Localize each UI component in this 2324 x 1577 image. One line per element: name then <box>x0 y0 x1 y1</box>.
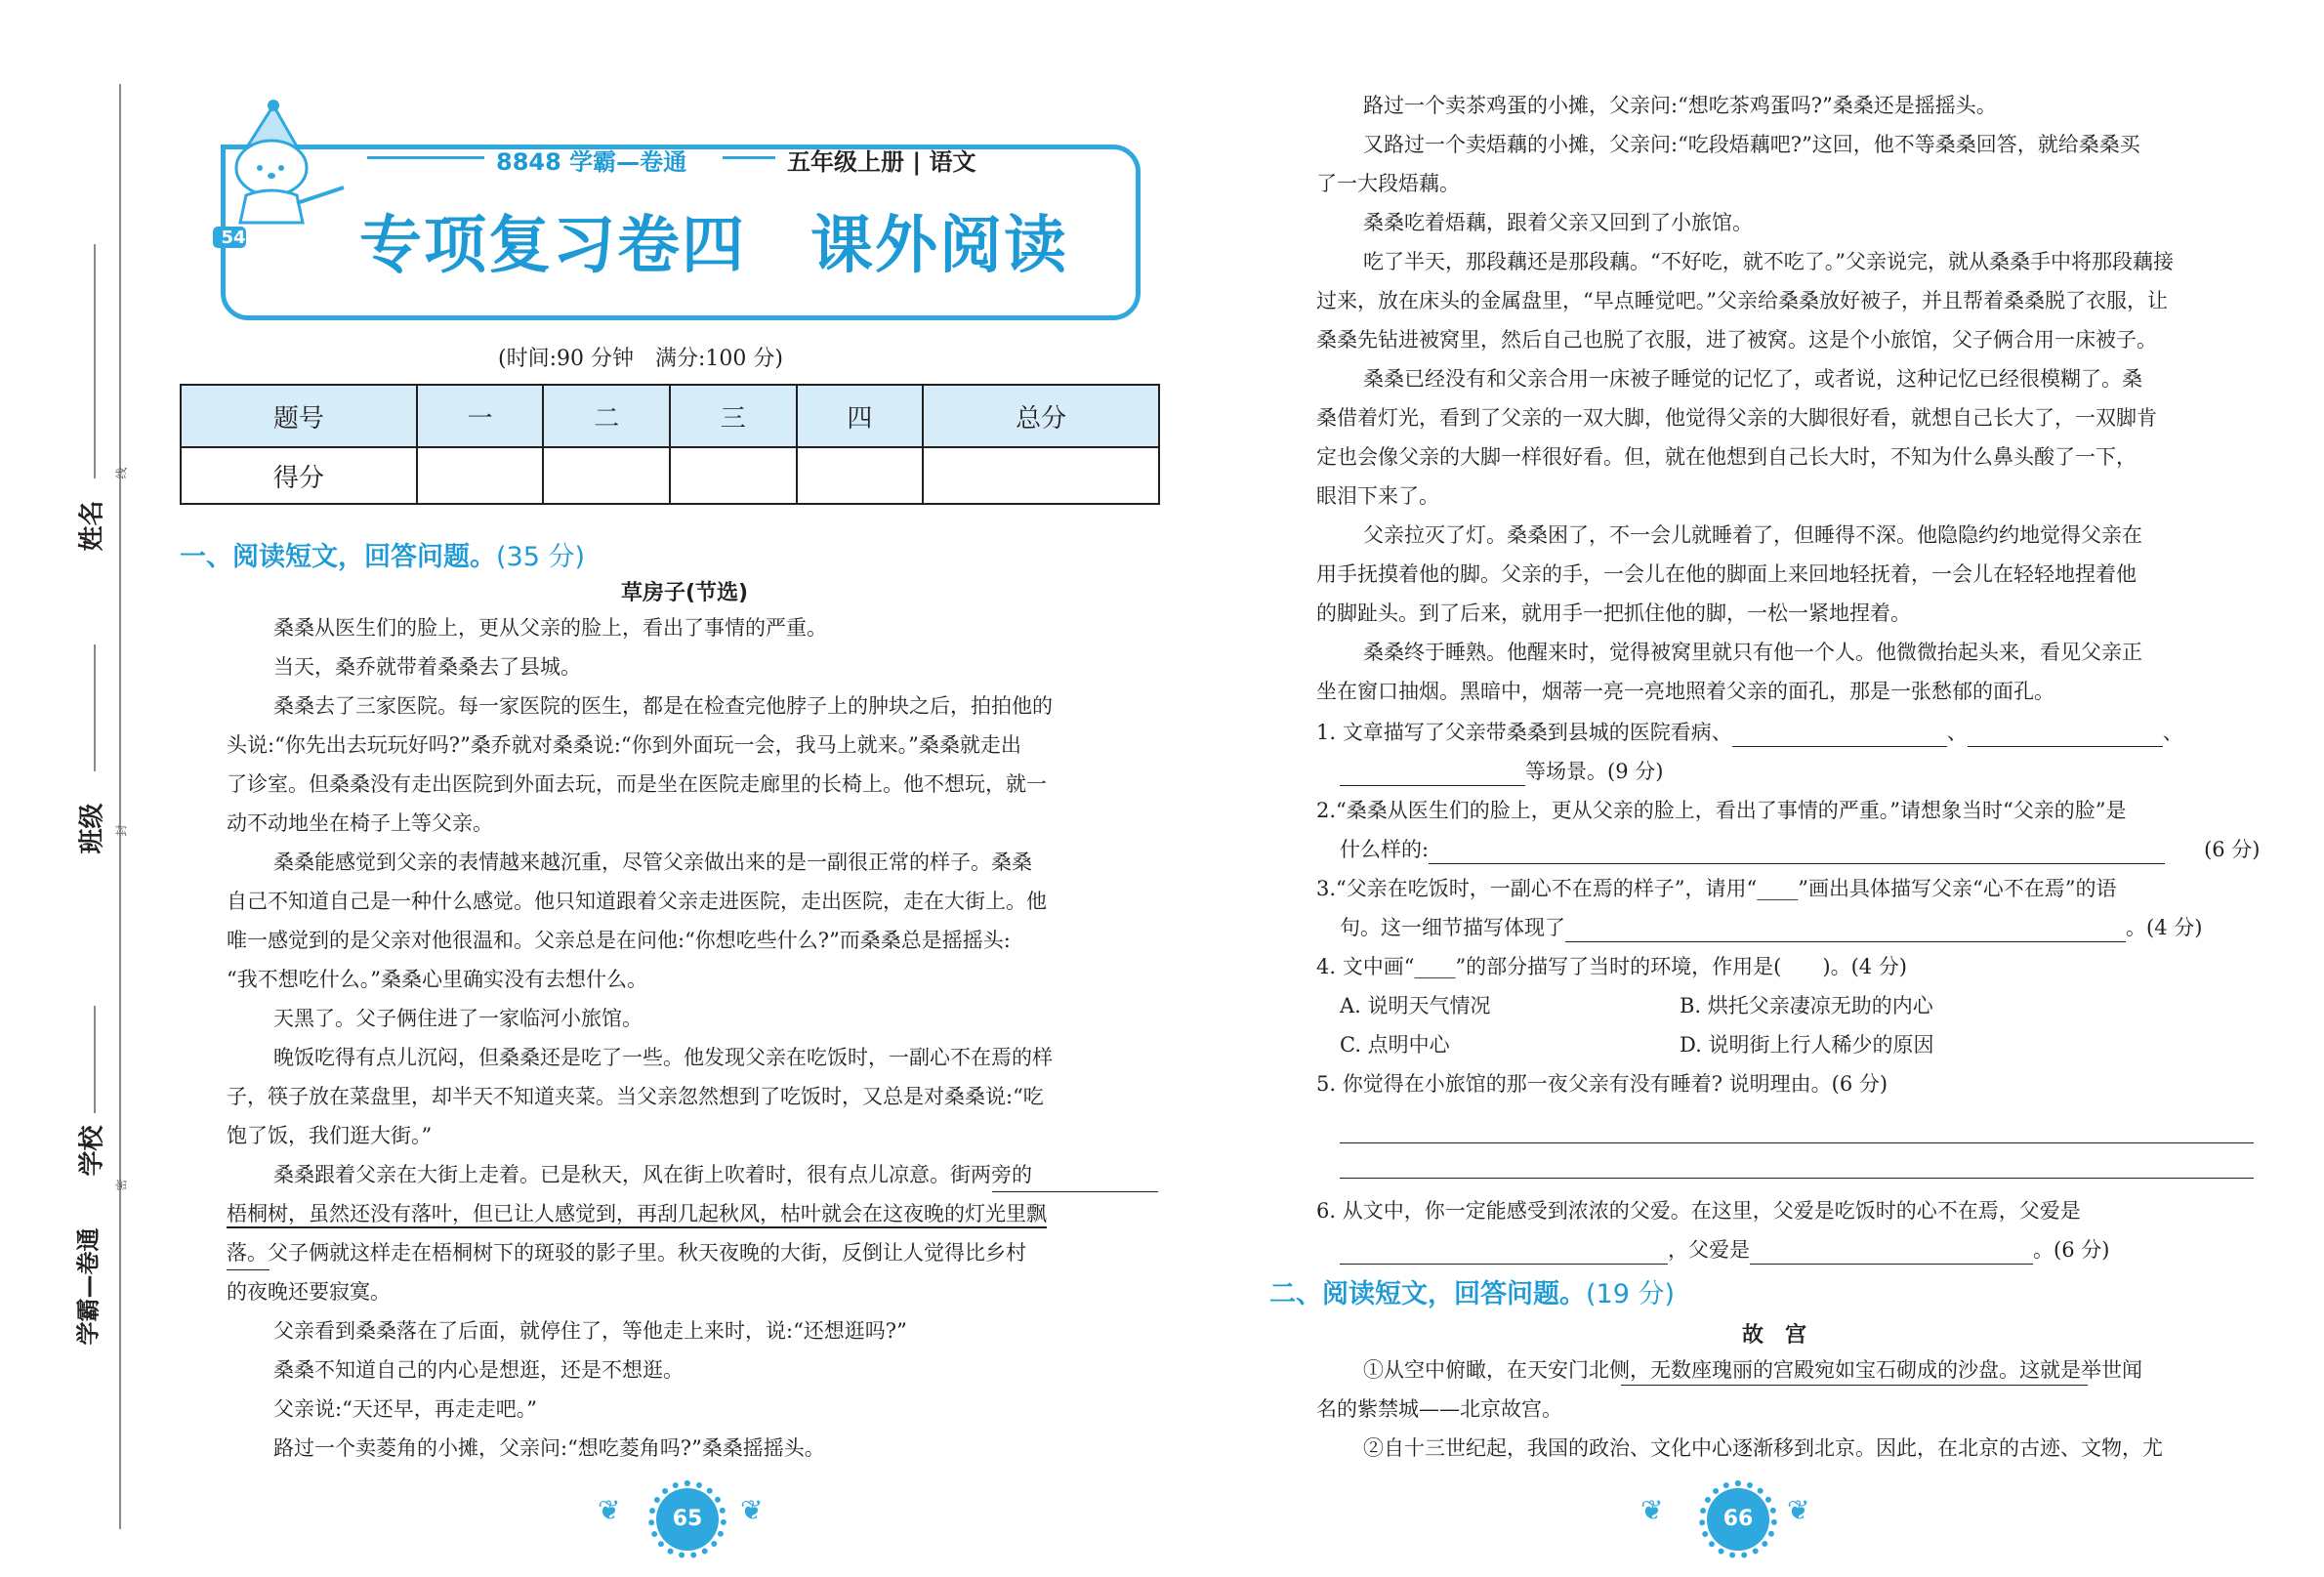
brand-line-right <box>723 156 775 159</box>
section2-heading <box>1269 1272 1675 1310</box>
class-label: 班级 <box>77 803 107 854</box>
brand-label: 学霸—卷通 <box>74 1227 103 1346</box>
score-cell[interactable] <box>417 447 544 504</box>
q1-blank-3[interactable] <box>1340 764 1525 786</box>
passage-line: 坐在窗口抽烟。黑暗中，烟蒂一亮一亮地照着父亲的面孔，那是一张愁郁的面孔。 <box>1316 680 2054 703</box>
passage-title: 草房子(节选) <box>621 581 749 605</box>
passage-line: 落。父子俩就这样走在梧桐树下的斑驳的影子里。秋天夜晚的大街，反倒让人觉得比乡村 <box>227 1241 1026 1265</box>
environment-underline-3 <box>227 1269 270 1270</box>
passage-line-underlined: 梧桐树，虽然还没有落叶，但已让人感觉到，再刮几起秋风，枯叶就会在这夜晚的灯光里飘 <box>227 1202 1047 1225</box>
q5-answer-line-2[interactable] <box>1340 1178 2254 1179</box>
question-2-cont <box>1340 835 2261 864</box>
score-header-cell: 总分 <box>923 385 1159 447</box>
passage-line: 定也会像父亲的大脚一样很好看。但，就在他想到自己长大时，不知为什么鼻头酸了一下， <box>1316 445 2137 469</box>
score-cell[interactable] <box>797 447 924 504</box>
q3-text-b: 句。这一细节描写体现了 <box>1340 916 1565 939</box>
name-underline <box>94 244 96 478</box>
q2-points: (6 分) <box>2204 838 2261 861</box>
passage-line: 父亲看到桑桑落在了后面，就停住了，等他走上来时，说:“还想逛吗?” <box>273 1319 907 1343</box>
environment-underline-1 <box>992 1191 1158 1192</box>
page-number-badge: 65 <box>656 1488 719 1551</box>
score-header-cell: 题号 <box>181 385 417 447</box>
q2-text-b: 什么样的: <box>1340 838 1430 861</box>
q1-text-b: 等场景。(9 分) <box>1525 760 1664 783</box>
passage-line: 桑桑去了三家医院。每一家医院的医生，都是在检查完他脖子上的肿块之后，拍拍他的 <box>273 694 1053 718</box>
q1-separator: 、 <box>2162 721 2183 744</box>
q2-answer-blank[interactable] <box>1429 842 2165 864</box>
passage-line: 桑桑能感觉到父亲的表情越来越沉重，尽管父亲做出来的是一副很正常的样子。桑桑 <box>273 851 1032 874</box>
grade-text: 五年级上册 | 语文 <box>787 148 976 176</box>
passage-line: 用手抚摸着他的脚。父亲的手，一会儿在他的脚面上来回地轻抚着，一会儿在轻轻地捏着他 <box>1316 562 2137 586</box>
score-table <box>180 384 1160 505</box>
question-4: 4. 文中画“____”的部分描写了当时的环境，作用是( )。(4 分) <box>1316 955 1907 978</box>
score-table-row <box>181 447 1159 504</box>
passage-line: 天黑了。父子俩住进了一家临河小旅馆。 <box>273 1007 643 1030</box>
section2-line: ①从空中俯瞰，在天安门北侧，无数座瑰丽的宫殿宛如宝石砌成的沙盘。这就是举世闻 <box>1363 1358 2142 1382</box>
question-1 <box>1316 718 2183 747</box>
q1-separator: 、 <box>1946 721 1968 744</box>
question-3-cont <box>1340 913 2202 942</box>
q3-answer-blank[interactable] <box>1565 920 2126 942</box>
section2-underline <box>1621 1385 2088 1386</box>
question-5: 5. 你觉得在小旅馆的那一夜父亲有没有睡着? 说明理由。(6 分) <box>1316 1072 1888 1096</box>
passage-line: 桑桑先钻进被窝里，然后自己也脱了衣服，进了被窝。这是个小旅馆，父子俩合用一床被子。 <box>1316 328 2157 352</box>
question-6: 6. 从文中，你一定能感受到浓浓的父爱。在这里，父爱是吃饭时的心不在焉，父爱是 <box>1316 1199 2081 1223</box>
passage-line: 子，筷子放在菜盘里，却半天不知道夹菜。当父亲忽然想到了吃饭时，又总是对桑桑说:“吃 <box>227 1085 1044 1108</box>
exam-meta: (时间:90 分钟 满分:100 分) <box>498 347 783 371</box>
score-cell[interactable] <box>923 447 1159 504</box>
passage-line: 当天，桑乔就带着桑桑去了县城。 <box>273 655 581 679</box>
score-header-cell: 二 <box>543 385 670 447</box>
sprig-icon: ❦ <box>1640 1494 1664 1526</box>
passage-line: 的脚趾头。到了后来，就用手一把抓住他的脚，一松一紧地捏着。 <box>1316 602 1911 625</box>
school-underline <box>94 1006 96 1113</box>
q6-blank-2[interactable] <box>1750 1242 2033 1265</box>
name-label: 姓名 <box>77 500 107 552</box>
passage-line: 了诊室。但桑桑没有走出医院到外面去玩，而是坐在医院走廊里的长椅上。他不想玩，就一 <box>227 772 1047 796</box>
sprig-icon: ❦ <box>740 1494 764 1526</box>
passage-line: 路过一个卖菱角的小摊，父亲问:“想吃菱角吗?”桑桑摇摇头。 <box>273 1436 825 1460</box>
passage-line: “我不想吃什么。”桑桑心里确实没有去想什么。 <box>227 968 647 991</box>
binding-line <box>119 84 121 1529</box>
passage-line-emphasis: 晚饭吃得有点儿沉闷，但桑桑还是吃了一些。他发现父亲在吃饭时，一副心不在焉的样 <box>273 1046 1053 1069</box>
page-number-badge: 66 <box>1707 1488 1769 1551</box>
q1-blank-1[interactable] <box>1732 725 1947 747</box>
score-header-cell: 三 <box>670 385 797 447</box>
score-header-cell: 一 <box>417 385 544 447</box>
section2-passage-title: 故 宫 <box>1742 1323 1807 1348</box>
passage-line: 桑桑不知道自己的内心是想逛，还是不想逛。 <box>273 1358 684 1382</box>
passage-line: 吃了半天，那段藕还是那段藕。“不好吃，就不吃了。”父亲说完，就从桑桑手中将那段藕接 <box>1363 250 2174 273</box>
question-1-cont <box>1340 757 1663 786</box>
passage-line-underlined: 桑桑跟着父亲在大街上走着。已是秋天，风在街上吹着时，很有点儿凉意。街两旁的 <box>273 1163 1032 1186</box>
q5-answer-line-1[interactable] <box>1340 1142 2254 1143</box>
score-cell[interactable] <box>543 447 670 504</box>
passage-line: 父亲说:“天还早，再走走吧。” <box>273 1397 538 1421</box>
q6-text-b: ，父爱是 <box>1668 1238 1750 1262</box>
sprig-icon: ❦ <box>1787 1494 1810 1526</box>
sprig-icon: ❦ <box>598 1494 621 1526</box>
passage-line: 桑桑从医生们的脸上，更从父亲的脸上，看出了事情的严重。 <box>273 616 827 640</box>
section2-line: ②自十三世纪起，我国的政治、文化中心逐渐移到北京。因此，在北京的古迹、文物，尤 <box>1363 1436 2163 1460</box>
score-cell[interactable] <box>670 447 797 504</box>
section2-line: 名的紫禁城——北京故宫。 <box>1316 1397 1562 1421</box>
passage-line: 的夜晚还要寂寞。 <box>227 1280 391 1304</box>
passage-line: 动不动地坐在椅子上等父亲。 <box>227 811 493 835</box>
score-row-label: 得分 <box>181 447 417 504</box>
passage-line: 眼泪下来了。 <box>1316 484 1439 508</box>
q3-points: 。(4 分) <box>2126 916 2203 939</box>
question-2: 2.“桑桑从医生们的脸上，更从父亲的脸上，看出了事情的严重。”请想象当时“父亲的脸”是 <box>1316 799 2127 822</box>
section1-heading-text: 一、阅读短文，回答问题。 <box>180 542 496 572</box>
section1-heading <box>180 535 585 573</box>
passage-line: 又路过一个卖焐藕的小摊，父亲问:“吃段焐藕吧?”这回，他不等桑桑回答，就给桑桑买 <box>1363 133 2140 156</box>
q4-option-b[interactable]: B. 烘托父亲凄凉无助的内心 <box>1680 994 1933 1017</box>
passage-line: 唯一感觉到的是父亲对他很温和。父亲总是在问他:“你想吃些什么?”而桑桑总是摇摇头: <box>227 929 1011 952</box>
seal-mark-seal: 封 <box>114 824 129 837</box>
passage-line: 桑借着灯光，看到了父亲的一双大脚，他觉得父亲的大脚很好看，就想自己长大了，一双脚肯 <box>1316 406 2157 430</box>
passage-line: 了一大段焐藕。 <box>1316 172 1460 195</box>
seal-mark-close: 密 <box>114 1179 129 1191</box>
section1-points: (35 分) <box>496 542 586 572</box>
q6-blank-1[interactable] <box>1340 1242 1668 1265</box>
q4-option-d[interactable]: D. 说明街上行人稀少的原因 <box>1680 1033 1934 1057</box>
q1-text: 1. 文章描写了父亲带桑桑到县城的医院看病、 <box>1316 721 1732 744</box>
badge-number: 54 <box>221 228 246 248</box>
brand-text: 8848 学霸—卷通 <box>496 148 687 176</box>
q1-blank-2[interactable] <box>1968 725 2163 747</box>
score-table-header-row <box>181 385 1159 447</box>
question-3: 3.“父亲在吃饭时，一副心不在焉的样子”，请用“____”画出具体描写父亲“心不在焉”的语 <box>1316 877 2117 900</box>
passage-line: 自己不知道自己是一种什么感觉。他只知道跟着父亲走进医院，走出医院，走在大街上。他 <box>227 890 1047 913</box>
passage-line: 桑桑已经没有和父亲合用一床被子睡觉的记忆了，或者说，这种记忆已经很模糊了。桑 <box>1363 367 2142 391</box>
class-underline <box>94 644 96 771</box>
passage-line: 桑桑吃着焐藕，跟着父亲又回到了小旅馆。 <box>1363 211 1753 234</box>
brand-line-left <box>367 156 484 159</box>
q4-option-a[interactable]: A. 说明天气情况 <box>1340 994 1491 1017</box>
passage-line: 父亲拉灭了灯。桑桑困了，不一会儿就睡着了，但睡得不深。他隐隐约约地觉得父亲在 <box>1363 523 2142 547</box>
passage-line: 路过一个卖茶鸡蛋的小摊，父亲问:“想吃茶鸡蛋吗?”桑桑还是摇摇头。 <box>1363 94 1997 117</box>
section2-heading-text: 二、阅读短文，回答问题。 <box>1269 1279 1586 1309</box>
passage-line: 饱了饭，我们逛大街。” <box>227 1124 433 1147</box>
question-6-cont <box>1340 1235 2109 1265</box>
page-title: 专项复习卷四 课外阅读 <box>359 210 1068 282</box>
section2-points: (19 分) <box>1586 1279 1676 1309</box>
q4-option-c[interactable]: C. 点明中心 <box>1340 1033 1450 1057</box>
q6-points: 。(6 分) <box>2033 1238 2110 1262</box>
score-header-cell: 四 <box>797 385 924 447</box>
seal-mark-line: 线 <box>114 467 129 479</box>
passage-line: 桑桑终于睡熟。他醒来时，觉得被窝里就只有他一个人。他微微抬起头来，看见父亲正 <box>1363 641 2142 664</box>
passage-line: 头说:“你先出去玩玩好吗?”桑乔就对桑桑说:“你到外面玩一会，我马上就来。”桑桑就走出 <box>227 733 1021 757</box>
school-label: 学校 <box>77 1125 107 1177</box>
passage-line: 过来，放在床头的金属盘里，“早点睡觉吧。”父亲给桑桑放好被子，并且帮着桑桑脱了衣服，让 <box>1316 289 2168 312</box>
